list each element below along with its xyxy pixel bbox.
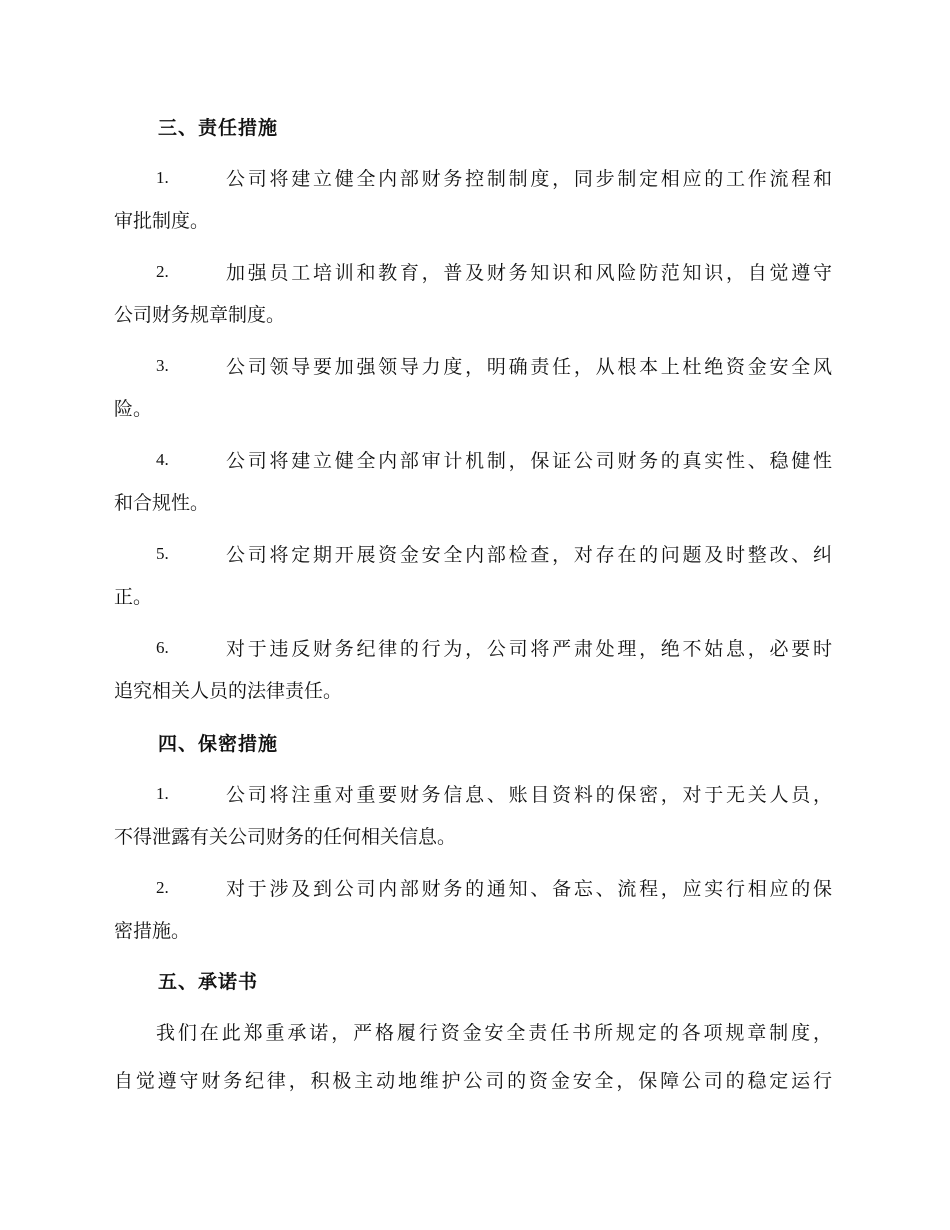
item-text-continued: 审批制度。 bbox=[114, 210, 210, 232]
item-text-continued: 和合规性。 bbox=[114, 492, 210, 514]
list-item bbox=[114, 782, 832, 848]
section-heading-commitment: 五、承诺书 bbox=[158, 971, 259, 993]
item-number: 5. bbox=[156, 544, 169, 563]
item-number: 2. bbox=[156, 262, 169, 281]
list-item bbox=[114, 354, 832, 420]
list-item bbox=[114, 876, 832, 942]
item-text: 公司将建立健全内部审计机制，保证公司财务的真实性、稳健性 bbox=[226, 450, 832, 472]
item-text: 加强员工培训和教育，普及财务知识和风险防范知识，自觉遵守 bbox=[226, 262, 832, 284]
item-number: 3. bbox=[156, 356, 169, 375]
item-text-continued: 不得泄露有关公司财务的任何相关信息。 bbox=[114, 826, 457, 848]
item-text: 公司将建立健全内部财务控制制度，同步制定相应的工作流程和 bbox=[226, 168, 832, 190]
list-item bbox=[114, 636, 832, 702]
item-text-continued: 险。 bbox=[114, 398, 153, 420]
paragraph-line: 我们在此郑重承诺，严格履行资金安全责任书所规定的各项规章制度， bbox=[156, 1022, 832, 1044]
item-text: 公司将定期开展资金安全内部检查，对存在的问题及时整改、纠 bbox=[226, 544, 832, 566]
item-text: 对于涉及到公司内部财务的通知、备忘、流程，应实行相应的保 bbox=[226, 878, 832, 900]
item-number: 1. bbox=[156, 784, 169, 803]
commitment-paragraph bbox=[114, 1020, 832, 1110]
paragraph-line: 自觉遵守财务纪律，积极主动地维护公司的资金安全，保障公司的稳定运行 bbox=[114, 1070, 832, 1092]
item-text-continued: 密措施。 bbox=[114, 920, 191, 942]
item-number: 6. bbox=[156, 638, 169, 657]
list-item bbox=[114, 166, 832, 232]
item-text: 公司将注重对重要财务信息、账目资料的保密，对于无关人员， bbox=[226, 784, 832, 806]
list-item bbox=[114, 542, 832, 608]
list-item bbox=[114, 448, 832, 514]
item-text: 公司领导要加强领导力度，明确责任，从根本上杜绝资金安全风 bbox=[226, 356, 832, 378]
item-number: 4. bbox=[156, 450, 169, 469]
item-number: 2. bbox=[156, 878, 169, 897]
list-item bbox=[114, 260, 832, 326]
item-text-continued: 正。 bbox=[114, 586, 153, 608]
item-text-continued: 公司财务规章制度。 bbox=[114, 304, 286, 326]
section-heading-responsibility: 三、责任措施 bbox=[158, 117, 279, 139]
item-number: 1. bbox=[156, 168, 169, 187]
item-text-continued: 追究相关人员的法律责任。 bbox=[114, 680, 343, 702]
section-heading-confidentiality: 四、保密措施 bbox=[158, 733, 279, 755]
item-text: 对于违反财务纪律的行为，公司将严肃处理，绝不姑息，必要时 bbox=[226, 638, 832, 660]
